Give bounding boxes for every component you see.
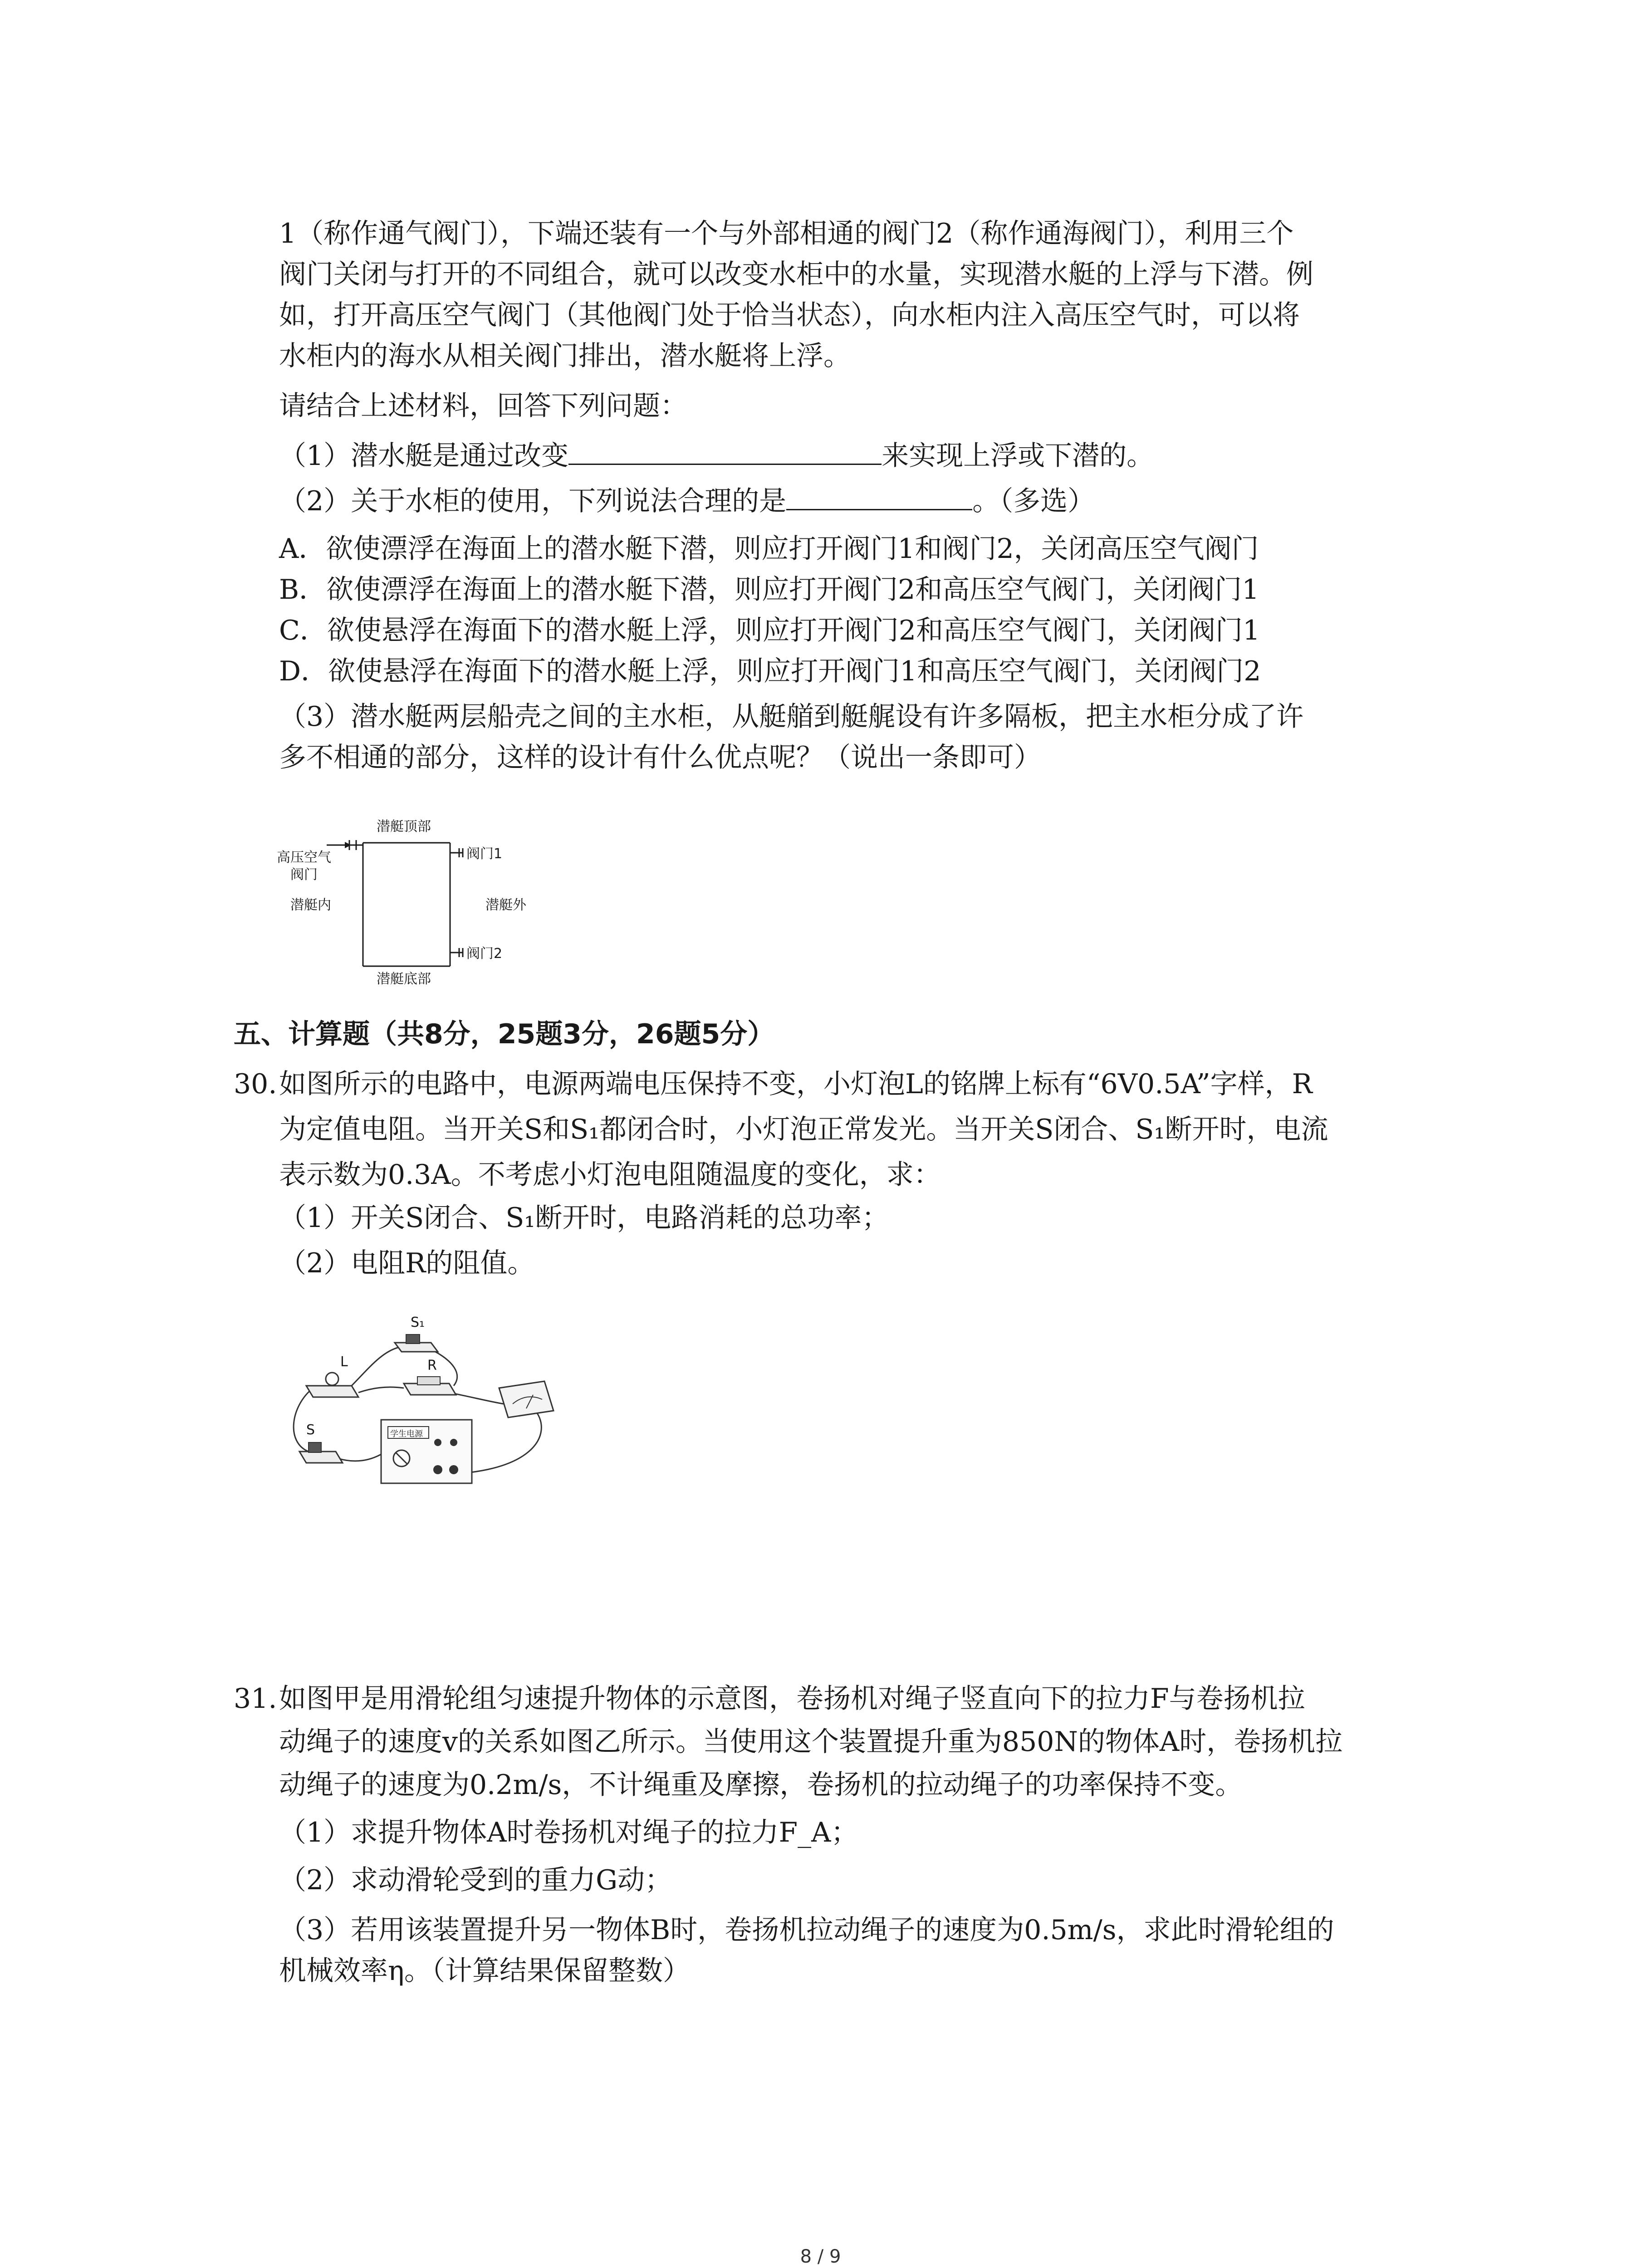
fig-bottom-label: 潜艇底部 [377, 971, 431, 987]
q29-text-line-4: 水柜内的海水从相关阀门排出，潜水艇将上浮。 [279, 340, 851, 372]
fig-air-label-1: 高压空气 [277, 850, 331, 865]
q29-text-line-2: 阀门关闭与打开的不同组合，就可以改变水柜中的水量，实现潜水艇的上浮与下潜。例 [279, 259, 1313, 290]
lamp-l [306, 1386, 358, 1397]
q30-text-line-2: 为定值电阻。当开关S和S₁都闭合时，小灯泡正常发光。当开关S闭合、S₁断开时，电流 [279, 1114, 1328, 1145]
fig-s-label: S [306, 1422, 315, 1438]
q29-sub-2-prefix: （2）关于水柜的使用，下列说法合理的是 [279, 485, 787, 517]
q30-number: 30. [234, 1068, 277, 1100]
option-c: C．欲使悬浮在海面下的潜水艇上浮，则应打开阀门2和高压空气阀门，关闭阀门1 [279, 615, 1260, 646]
q30-sub-1: （1）开关S闭合、S₁断开时，电路消耗的总功率； [279, 1202, 889, 1234]
q29-text-line-3: 如，打开高压空气阀门（其他阀门处于恰当状态），向水柜内注入高压空气时，可以将 [279, 299, 1300, 331]
q29-sub-2-suffix: 。（多选） [972, 485, 1095, 517]
fig-air-label-2: 阀门 [290, 867, 318, 883]
q29-sub-1-suffix: 来实现上浮或下潜的。 [882, 440, 1154, 472]
q29-sub-1 [279, 435, 1154, 476]
q29-instruction: 请结合上述材料，回答下列问题： [279, 390, 687, 422]
fig-valve2-label: 阀门2 [466, 946, 503, 962]
bulb-icon [326, 1373, 338, 1385]
section-5-heading: 五、计算题（共8分，25题3分，26题5分） [234, 1018, 775, 1050]
q29-text-line-1: 1（称作通气阀门），下端还装有一个与外部相通的阀门2（称作通海阀门），利用三个 [279, 218, 1294, 249]
q30-sub-2: （2）电阻R的阻值。 [279, 1247, 535, 1279]
q29-sub-3-line-2: 多不相通的部分，这样的设计有什么优点呢？（说出一条即可） [279, 742, 1041, 773]
option-b: B．欲使漂浮在海面上的潜水艇下潜，则应打开阀门2和高压空气阀门，关闭阀门1 [279, 574, 1259, 606]
q30-text-line-3: 表示数为0.3A。不考虑小灯泡电阻随温度的变化，求： [279, 1159, 941, 1191]
fig-l-label: L [340, 1354, 348, 1370]
q31-text-line-1: 如图甲是用滑轮组匀速提升物体的示意图，卷扬机对绳子竖直向下的拉力F与卷扬机拉 [279, 1683, 1305, 1715]
page-number: 8 / 9 [800, 2246, 841, 2267]
q31-sub-1: （1）求提升物体A时卷扬机对绳子的拉力F_A； [279, 1817, 858, 1848]
circuit-figure [281, 1306, 563, 1506]
q31-number: 31. [234, 1683, 277, 1715]
q31-sub-2: （2）求动滑轮受到的重力G动； [279, 1864, 672, 1896]
q31-sub-3-line-1: （3）若用该装置提升另一物体B时，卷扬机拉动绳子的速度为0.5m/s，求此时滑轮组的 [279, 1914, 1334, 1946]
q31-sub-3-line-2: 机械效率η。（计算结果保留整数） [279, 1955, 690, 1987]
q31-text-line-3: 动绳子的速度为0.2m/s，不计绳重及摩擦，卷扬机的拉动绳子的功率保持不变。 [279, 1769, 1243, 1801]
q31-text-line-2: 动绳子的速度v的关系如图乙所示。当使用这个装置提升重为850N的物体A时，卷扬机拉 [279, 1726, 1343, 1758]
submarine-tank-figure [272, 816, 554, 989]
fig-outside-label: 潜艇外 [485, 897, 526, 913]
ammeter-icon [499, 1381, 554, 1418]
fig-top-label: 潜艇顶部 [377, 819, 431, 835]
switch-s [299, 1452, 343, 1463]
option-d: D．欲使悬浮在海面下的潜水艇上浮，则应打开阀门1和高压空气阀门，关闭阀门2 [279, 655, 1261, 687]
fig-valve1-label: 阀门1 [466, 846, 503, 862]
q29-sub-3-line-1: （3）潜水艇两层船壳之间的主水柜，从艇艏到艇艉设有许多隔板，把主水柜分成了许 [279, 701, 1304, 733]
option-a: A．欲使漂浮在海面上的潜水艇下潜，则应打开阀门1和阀门2，关闭高压空气阀门 [279, 533, 1259, 565]
q29-sub-1-prefix: （1）潜水艇是通过改变 [279, 440, 569, 472]
fig-inside-label: 潜艇内 [290, 897, 331, 913]
q29-sub-2 [279, 481, 1095, 522]
fig-supply-label: 学生电源 [390, 1429, 423, 1439]
answer-blank-2[interactable] [786, 482, 972, 510]
q30-text-line-1: 如图所示的电路中，电源两端电压保持不变，小灯泡L的铭牌上标有“6V0.5A”字样，R [279, 1068, 1313, 1100]
fig-r-label: R [427, 1358, 437, 1374]
fig-s1-label: S₁ [411, 1315, 425, 1330]
answer-blank-1[interactable] [568, 436, 882, 465]
